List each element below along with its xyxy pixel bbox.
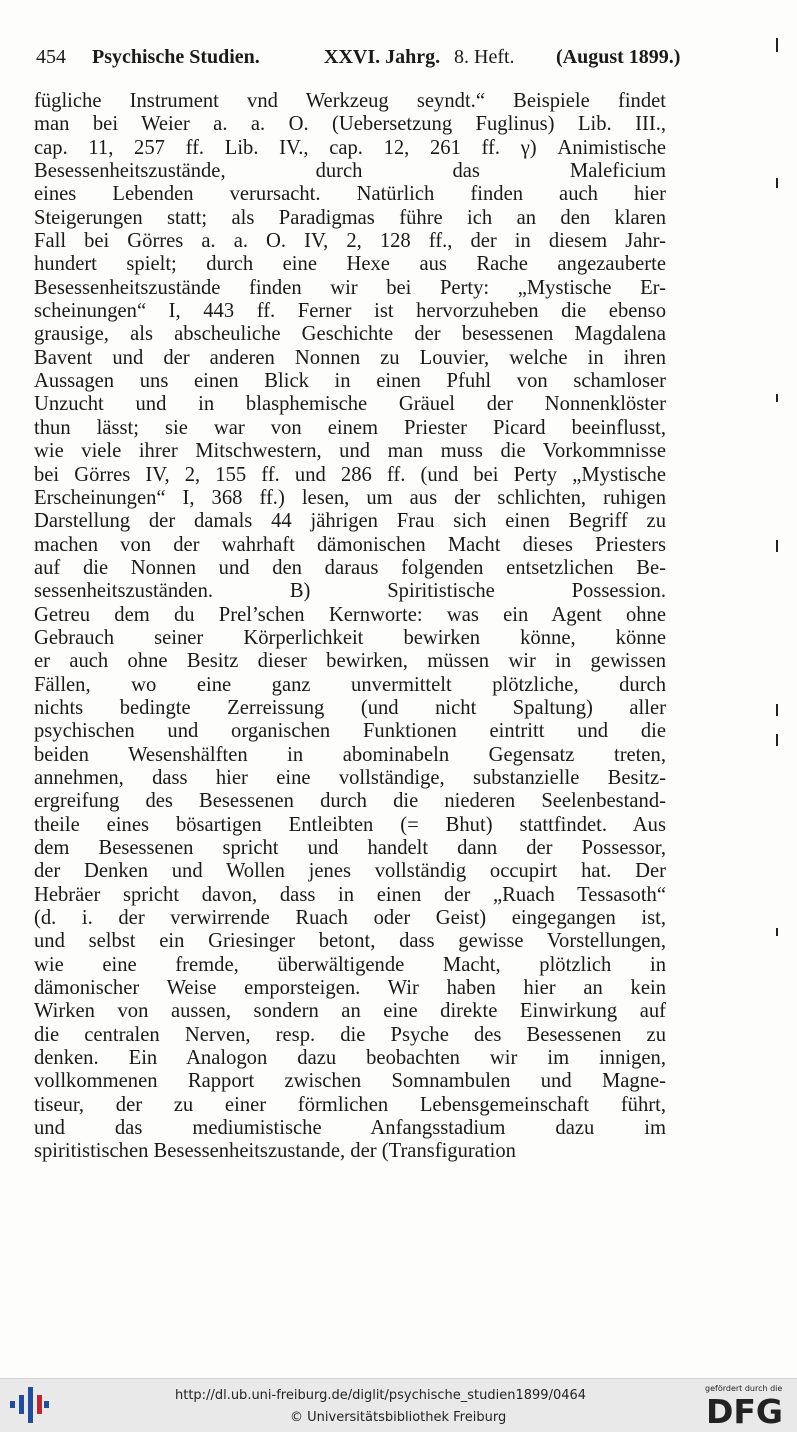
viewer-footer [0, 1378, 797, 1432]
text-line: Gebrauch seiner Körperlichkeit bewirken könne, könne [34, 626, 666, 649]
text-line: hundert spielt; durch eine Hexe aus Rache angezauberte [34, 253, 666, 276]
text-line: scheinungen“ I, 443 ff. Ferner ist hervorzuheben die ebenso [34, 300, 666, 323]
text-line: machen von der wahrhaft dämonischen Macht dieses Priesters [34, 533, 666, 556]
text-line: annehmen, dass hier eine vollständige, substanzielle Besitz- [34, 766, 666, 789]
text-line: dem Besessenen spricht und handelt dann der Possessor, [34, 837, 666, 859]
text-line: dämonischer Weise emporsteigen. Wir haben hier an kein [34, 977, 666, 1000]
text-line: Hebräer spricht davon, dass in einen der „Ruach Tessasoth“ [34, 883, 666, 906]
issue-label: 8. Heft. [454, 46, 515, 68]
text-line: der Denken und Wollen jenes vollständig occupirt hat. Der [34, 860, 666, 883]
dfg-logo-text: DFG [706, 1393, 784, 1427]
text-line: bei Görres IV, 2, 155 ff. und 286 ff. (und bei Perty „Mystische [34, 463, 666, 486]
text-line: Erscheinungen“ I, 368 ff.) lesen, um aus der schlichten, ruhigen [34, 486, 666, 509]
page-number: 454 [36, 46, 66, 68]
text-line: Besessenheitszustände, durch das Maleficium [34, 160, 666, 183]
text-line: wie viele ihrer Mitschwestern, und man muss die Vorkommnisse [34, 440, 666, 463]
margin-mark [776, 734, 778, 746]
text-line: fügliche Instrument vnd Werkzeug seyndt.“ Beispiele findet [34, 90, 666, 112]
margin-mark [776, 38, 778, 52]
margin-mark [776, 928, 778, 936]
running-header [36, 40, 681, 74]
volume-label: XXVI. Jahrg. [324, 46, 441, 68]
text-line: grausige, als abscheuliche Geschichte der besessenen Magdalena [34, 323, 666, 346]
issue-date: (August 1899.) [556, 46, 681, 68]
library-logo-icon [8, 1385, 50, 1425]
margin-mark [776, 394, 778, 402]
text-line: Aussagen uns einen Blick in einen Pfuhl von schamloser [34, 370, 666, 393]
text-line: theile eines bösartigen Entleibten (= Bhut) stattfindet. Aus [34, 813, 666, 836]
text-line: Darstellung der damals 44 jährigen Frau sich einen Begriff zu [34, 510, 666, 533]
text-line: und das mediumistische Anfangsstadium dazu im [34, 1117, 666, 1140]
text-line: Bavent und der anderen Nonnen zu Louvier, welche in ihren [34, 346, 666, 369]
text-line: und selbst ein Griesinger betont, dass gewisse Vorstellungen, [34, 930, 666, 953]
text-line: psychischen und organischen Funktionen eintritt und die [34, 720, 666, 743]
text-line: Fall bei Görres a. a. O. IV, 2, 128 ff., der in diesem Jahr- [34, 230, 666, 253]
margin-mark [776, 540, 778, 552]
text-line: beiden Wesenshälften in abominabeln Gegensatz treten, [34, 743, 666, 766]
margin-mark [776, 704, 778, 716]
text-line: man bei Weier a. a. O. (Uebersetzung Fuglinus) Lib. III., [34, 113, 666, 136]
text-line: ergreifung des Besessenen durch die niederen Seelenbestand- [34, 790, 666, 813]
journal-title: Psychische Studien. [92, 46, 260, 68]
text-line: er auch ohne Besitz dieser bewirken, müssen wir in gewissen [34, 650, 666, 673]
text-line: auf die Nonnen und den daraus folgenden entsetzlichen Be- [34, 556, 666, 579]
text-line: eines Lebenden verursacht. Natürlich finden auch hier [34, 183, 666, 206]
dfg-logo-icon [705, 1393, 787, 1427]
sponsor-note: gefördert durch die [705, 1384, 783, 1393]
source-url-link[interactable]: http://dl.ub.uni-freiburg.de/diglit/psychische_studien1899/0464 [175, 1388, 587, 1403]
text-line: Unzucht und in blasphemische Gräuel der Nonnenklöster [34, 393, 666, 416]
text-line: nichts bedingte Zerreissung (und nicht Spaltung) aller [34, 696, 666, 719]
text-line: vollkommenen Rapport zwischen Somnambulen und Magne- [34, 1070, 666, 1093]
text-line: die centralen Nerven, resp. die Psyche des Besessenen zu [34, 1023, 666, 1046]
text-line: thun lässt; sie war von einem Priester Picard beeinflusst, [34, 416, 666, 439]
text-line: sessenheitszuständen. B) Spiritistische Possession. [34, 580, 666, 603]
text-line: Steigerungen statt; als Paradigmas führe ich an den klaren [34, 206, 666, 229]
text-line: wie eine fremde, überwältigende Macht, plötzlich in [34, 953, 666, 976]
margin-mark [776, 178, 778, 188]
text-line: Besessenheitszustände finden wir bei Perty: „Mystische Er- [34, 276, 666, 299]
text-line: Wirken von aussen, sondern an eine direkte Einwirkung auf [34, 1000, 666, 1023]
text-line: Fällen, wo eine ganz unvermittelt plötzliche, durch [34, 673, 666, 696]
text-line: cap. 11, 257 ff. Lib. IV., cap. 12, 261 ff. γ) Animistische [34, 136, 666, 159]
text-line: denken. Ein Analogon dazu beobachten wir im innigen, [34, 1047, 666, 1070]
text-line: (d. i. der verwirrende Ruach oder Geist) eingegangen ist, [34, 907, 666, 930]
body-text [34, 90, 666, 1164]
text-line: tiseur, der zu einer förmlichen Lebensgemeinschaft führt, [34, 1093, 666, 1116]
text-line: spiritistischen Besessenheitszustande, der (Transfiguration [34, 1140, 516, 1163]
text-line: Getreu dem du Prel’schen Kernworte: was ein Agent ohne [34, 603, 666, 626]
copyright-notice: © Universitätsbibliothek Freiburg [290, 1410, 507, 1425]
